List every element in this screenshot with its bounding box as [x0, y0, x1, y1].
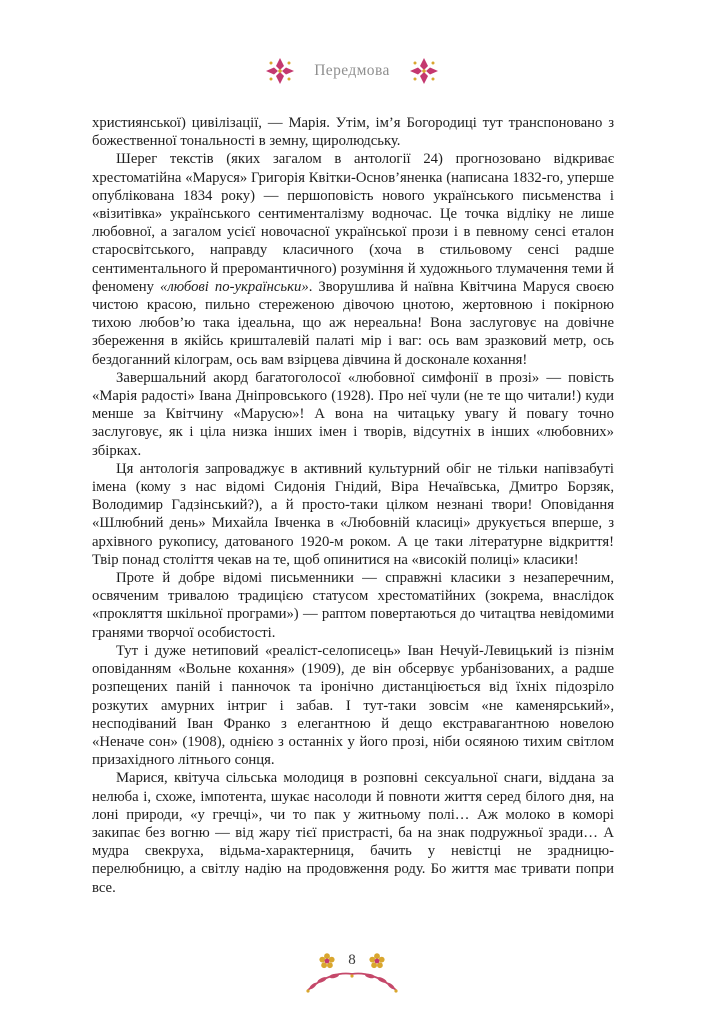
page-footer: [0, 952, 704, 998]
floral-sparkle-right-icon: [406, 58, 442, 84]
footer-row: [319, 952, 385, 969]
paragraph-text: християнської) цивілізації, — Марія. Утім, ім’я Богородиці тут транспоновано з божественної тональності в земну, щиролюдську.: [92, 115, 614, 150]
page-title: Передмова: [314, 62, 390, 79]
paragraph-text: Марися, квітуча сільська молодиця в розповні сексуальної снаги, віддана за нелюба і, схоже, імпотента, шукає насолоди й повноти життя серед білого дня, на лоні природи, «у гречці», чи то пак у житньому полі… Аж молоко в коморі закипає без вогню — від жару тієї пристрасті, ба на знак подружньої зради… А мудра свекруха, відьма-характерниця, бачить у невістці не зрадницю-перелюбницю, а світлу надію на продовження роду. Бо життя має тривати попри все.: [92, 770, 614, 896]
paragraph: [92, 569, 614, 642]
paragraph-text: Завершальний акорд багатоголосої «любовної симфонії в прозі» — повість «Марія радості» Івана Дніпровського (1928). Про неї чули (не те що читали!) куди менше за Квітчину «Марусю»! А вона на читацьку увагу й повагу точно заслуговує, як і ціла низка інших імен і творів, відсутніх в інших «любовних» збірках.: [92, 369, 614, 459]
floral-sparkle-left-icon: [262, 58, 298, 84]
page-number: 8: [348, 952, 356, 968]
leaf-vine-flourish-icon: [292, 970, 412, 998]
paragraph: [92, 769, 614, 896]
paragraph-text: Ця антологія запроваджує в активний культурний обіг не тільки напівзабуті імена (кому з нас відомі Сидонія Гнідий, Віра Нечаївська, Дмитро Борзяк, Володимир Гадзінський?), а й просто-таки цілком незнані твори! Оповідання «Шлюбний день» Михайла Івченка в «Любовній класиці» друкується вперше, з архівного рукопису, датованого 1920-м роком. А це таки літературне відкриття! Твір понад століття чекав на те, щоб опинитися на «високій полиці» класики!: [92, 460, 614, 568]
paragraph-text: Проте й добре відомі письменники — справжні класики з незаперечним, освяченим тривалою традицією статусом хрестоматійних (зокрема, внаслідок «прокляття шкільної програми») — раптом повертаються до читацтва невідомими гранями творчої особистості.: [92, 570, 614, 641]
paragraph-text: Шерег текстів (яких загалом в антології 24) прогнозовано відкриває хрестоматійна «Маруся» Григорія Квітки-Основ’яненка (написана 1832-го, уперше опублікована 1834 року) — першоповість нового українського письменства і «візитівка» українського сентименталізму водночас. Це точка відліку не лише любовної, а загалом усієї новочасної української прози і в певному сенсі еталон старосвітського, направду класичного (хоча в стильовому сенсі радше сентиментального й преромантичного) розуміння й художнього тлумачення теми й феномену: [92, 151, 614, 295]
paragraph-text: Тут і дуже нетиповий «реаліст-селописець» Іван Нечуй-Левицький із пізнім оповіданням «Вольне кохання» (1909), де він обсервує урбанізованих, а радше розпещених паній і панночок та іронічно дистанціюється від їхніх підозріло розкутих амурних інтриг і забав. І тут-таки зовсім «не каменярський», несподіваний Іван Франко з елегантною й дещо екстравагантною новелою «Неначе сон» (1908), однією з останніх у його прозі, ніби осяяною тихим світлом призахідного літнього сонця.: [92, 642, 614, 769]
paragraph: [92, 114, 614, 150]
paragraph: [92, 642, 614, 769]
paragraph: [92, 460, 614, 569]
gold-flower-left-icon: [319, 953, 335, 969]
page-header: [92, 56, 612, 86]
page-body: [92, 114, 614, 897]
gold-flower-right-icon: [369, 953, 385, 969]
paragraph: [92, 150, 614, 368]
paragraph-italic-phrase: «любові по-українськи»: [159, 278, 309, 295]
paragraph-text: . Зворушлива й наївна Квітчина Маруся своєю чистою красою, пильно стереженою дівочою цнотою, жертовною і покірною тихою любов’ю така ідеальна, що аж нереальна! Вона заслуговує на довічне збереження в якійсь кришталевій палаті мір і ваг: ось вам зразковий метр, ось бездоганний кілограм, ось вам взірцева дівчина й досконале кохання!: [92, 278, 614, 368]
paragraph: [92, 369, 614, 460]
